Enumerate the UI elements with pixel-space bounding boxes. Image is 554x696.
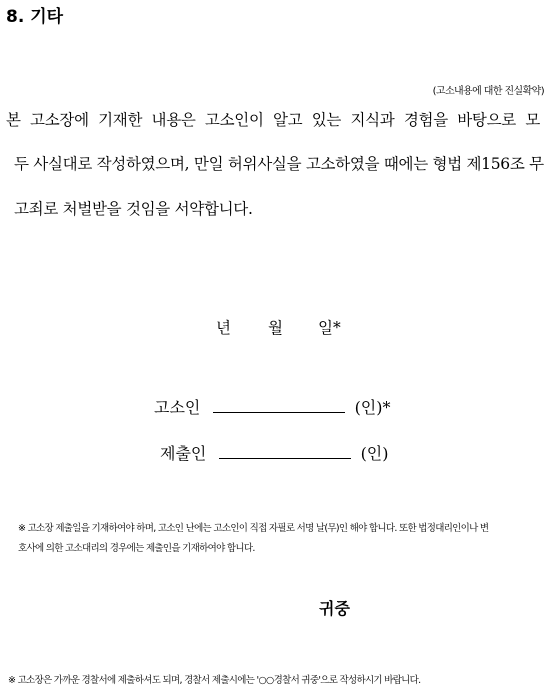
affirmation-text-line-3: 고죄로 처벌받을 것임을 서약합니다. (14, 200, 253, 218)
complainant-seal: (인)* (354, 398, 391, 417)
affirmation-text-line-2: 두 사실대로 작성하였으며, 만일 허위사실을 고소하였을 때에는 형법 제156조 무 (14, 155, 544, 173)
affirmation-text-line-1: 본 고소장에 기재한 내용은 고소인이 알고 있는 지식과 경험을 바탕으로 모 (6, 111, 540, 129)
submitter-signature-line[interactable] (219, 446, 351, 459)
submitter-seal: (인) (360, 444, 389, 463)
section-title: 8. 기타 (6, 7, 64, 27)
date-month-label: 월 (268, 319, 283, 337)
complainant-signature-line[interactable] (213, 400, 345, 413)
submitter-row (160, 441, 389, 464)
date-day-label: 일* (318, 319, 341, 337)
complainant-row (154, 395, 391, 418)
submitter-label: 제출인 (160, 444, 207, 463)
truth-affirmation-caption: (고소내용에 대한 진실확약) (432, 86, 544, 97)
complainant-label: 고소인 (154, 398, 201, 417)
signature-note-line-1: ※ 고소장 제출일을 기재하여야 하며, 고소인 난에는 고소인이 직접 자필로 서명 날(무)인 해야 합니다. 또한 법정대리인이나 변 (18, 523, 489, 534)
signature-note-line-2: 호사에 의한 고소대리의 경우에는 제출인을 기재하여야 합니다. (18, 543, 255, 554)
submission-note: ※ 고소장은 가까운 경찰서에 제출하셔도 되며, 경찰서 제출시에는 '○○경찰서 귀중'으로 작성하시기 바랍니다. (8, 675, 421, 686)
recipient-label: 귀중 (319, 599, 350, 618)
date-year-label: 년 (216, 319, 231, 337)
